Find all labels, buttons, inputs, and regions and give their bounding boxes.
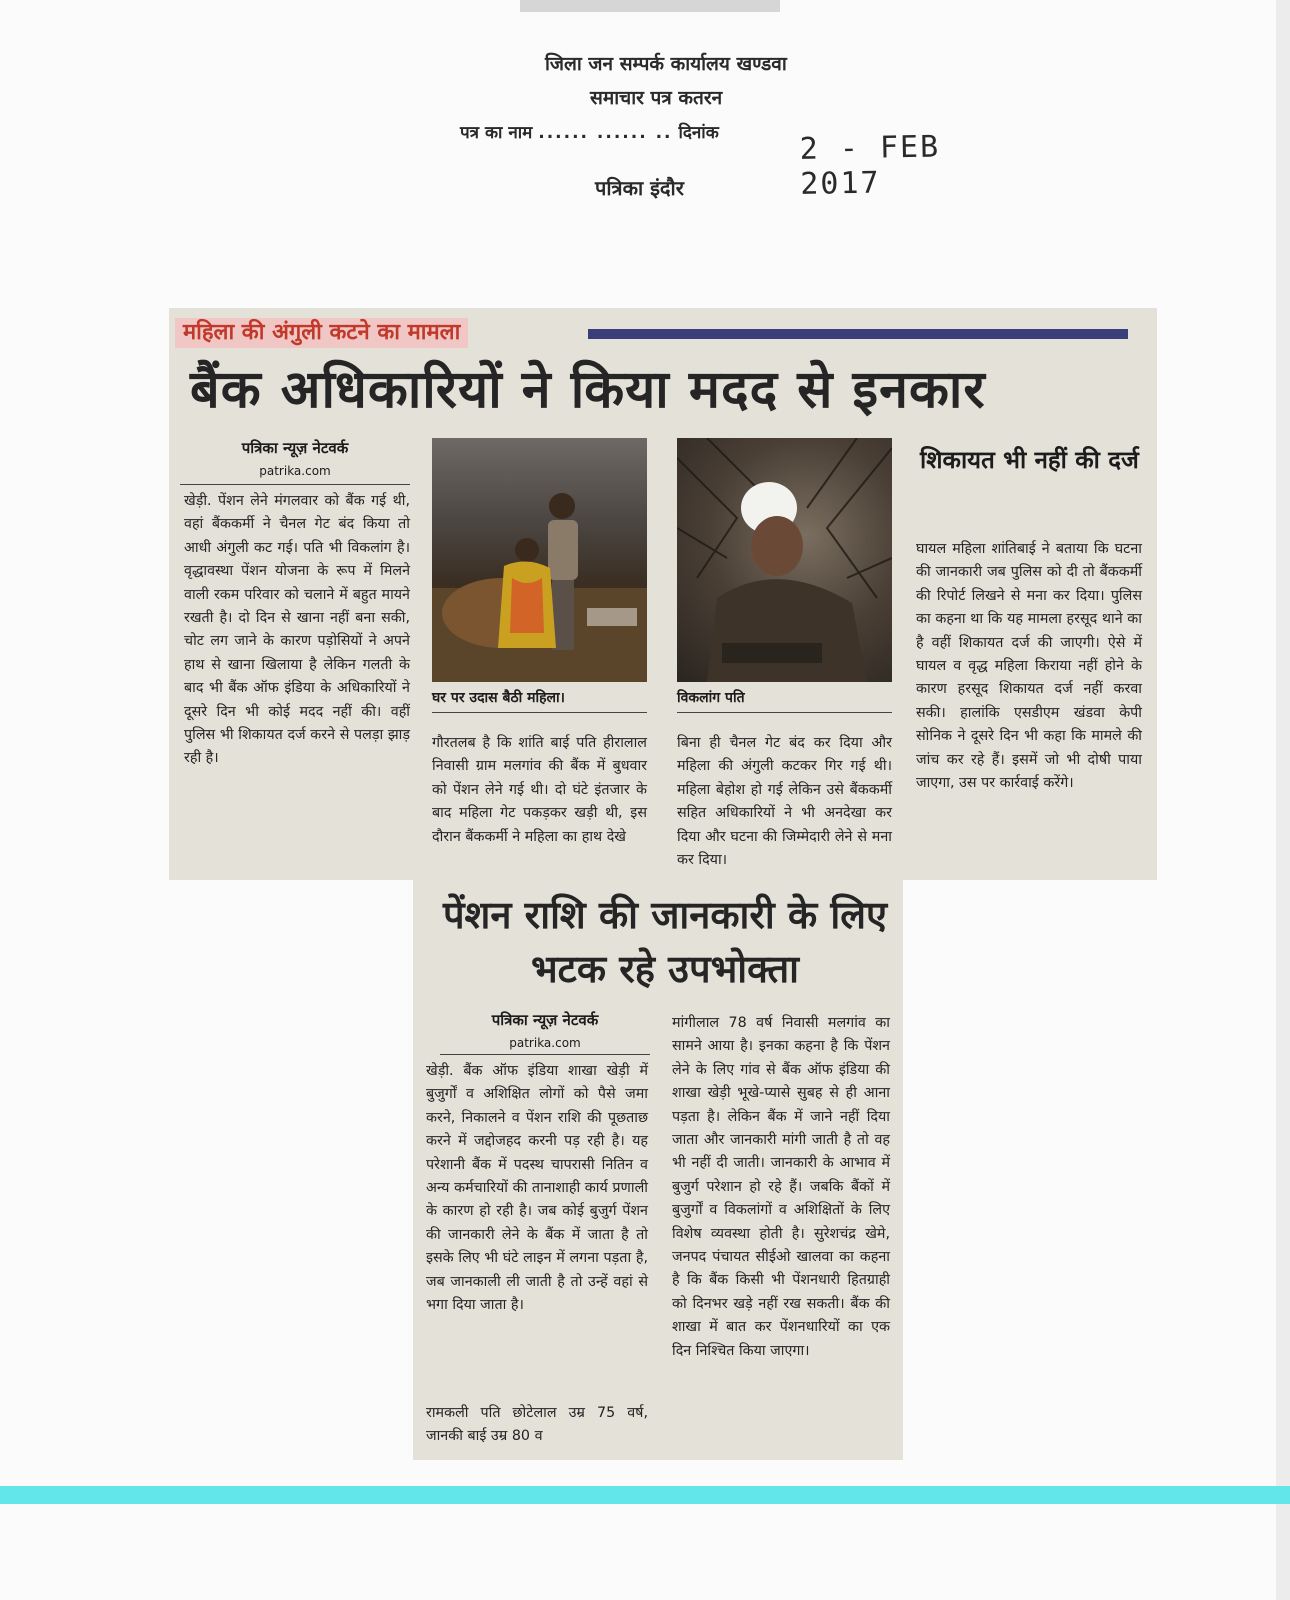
stamp-paper-dots: ...... ...... .. [538, 123, 673, 143]
stamp-date-label: दिनांक [678, 123, 719, 143]
scan-cyan-line [0, 1486, 1290, 1504]
article2-column-1b: रामकली पति छोटेलाल उम्र 75 वर्ष, जानकी बाई उम्र 80 व [426, 1405, 648, 1445]
photo-woman-image [432, 438, 647, 682]
article2-byline: पत्रिका न्यूज़ नेटवर्क [491, 1011, 599, 1029]
stamp-paper-label: पत्र का नाम [460, 123, 533, 143]
photo1-caption-rule [432, 712, 647, 713]
article1-column-4: घायल महिला शांतिबाई ने बताया कि घटना की जानकारी जब पुलिस को दी तो बैंककर्मी की रिपोर्ट लिखने से मना कर दिया। पुलिस का कहना था कि यह मामला हरसूद थाने का है वहीं शिकायत दर्ज की जाएगी। ऐसे में घायल व वृद्ध महिला किराया नहीं होने के कारण हरसूद शिकायत दर्ज नहीं करवा सकी। हालांकि एसडीएम खंडवा केपी सोनिक ने दूसरे दिन भी कहा कि मामले की जांच कर रहे हैं। इसमें जो भी दोषी पाया जाएगा, उस पर कार्रवाई करेंगे। [916, 541, 1142, 792]
article1-column-2: गौरतलब है कि शांति बाई पति हीरालाल निवासी ग्राम मलगांव की बैंक में बुधवार को पेंशन लेने गई थी। दो घंटे इंतजार के बाद महिला गेट पकड़कर खड़ी थी, इस दौरान बैंककर्मी ने महिला का हाथ देखे [432, 735, 647, 845]
article2-column-1: खेड़ी. बैंक ऑफ इंडिया शाखा खेड़ी में बुजुर्गों व अशिक्षित लोगों को पैसे जमा करने, निकालने व पेंशन राशि की पूछताछ करने में जद्दोजहद करनी पड़ रही है। यह परेशानी बैंक में पदस्थ चापरासी नितिन व अन्य कर्मचारियों की तानाशाही कार्य प्रणाली के कारण हो रही है। जब कोई बुजुर्ग पेंशन की जानकारी लेने के बैंक में जाता है तो इसके लिए भी घंटे लाइन में लगना पड़ता है, जब जानकाली ली जाती है तो उन्हें वहां से भगा दिया जाता है। [426, 1063, 648, 1314]
article2-byline-rule [440, 1054, 650, 1055]
article1-column-1: खेड़ी. पेंशन लेने मंगलवार को बैंक गई थी, वहां बैंककर्मी ने चैनल गेट बंद किया तो आधी अंगुली कट गई। पति भी विकलांग है। वृद्धावस्था पेंशन योजना के रूप में मिलने वाली रकम परिवार को चलाने में बहुत मायने रखती है। दो दिन से खाना नहीं बना सकी, चोट लग जाने के कारण पड़ोसियों ने अपने हाथ से खाना खिलाया है लेकिन गलती के बाद भी बैंक ऑफ इंडिया के अधिकारियों ने दूसरे दिन भी कोई मदद नहीं की। वहीं पुलिस भी शिकायत दर्ज करने से पलड़ा झाड़ रही है। [184, 493, 410, 767]
photo-disabled-husband [677, 438, 892, 682]
photo-woman-at-home [432, 438, 647, 682]
article1-kicker: महिला की अंगुली कटने का मामला [175, 318, 468, 348]
scan-top-strip [520, 0, 780, 12]
article2-column-2: मांगीलाल 78 वर्ष निवासी मलगांव का सामने आया है। इनका कहना है कि पेंशन लेने के लिए गांव से बैंक ऑफ इंडिया की शाखा खेड़ी भूखे-प्यासे सुबह से ही आना पड़ता है। लेकिन बैंक में जाने नहीं दिया जाता और जानकारी मांगी जाती है तो वह भी नहीं दी जाती। जानकारी के आभाव में बुजुर्ग परेशान हो रहे हैं। जबकि बैंकों में बुजुर्गों व विकलांगों व अशिक्षितों के लिए विशेष व्यवस्था होती है। सुरेशचंद्र खेमे, जनपद पंचायत सीईओ खालवा का कहना है कि बैंक किसी भी पेंशनधारी हितग्राही को दिनभर खड़े नहीं रख सकती। बैंक की शाखा में बात कर पेंशनधारियों का एक दिन निश्चित किया जाएगा। [672, 1015, 890, 1359]
scan-right-edge [1276, 0, 1290, 1600]
photo2-caption: विकलांग पति [677, 690, 745, 706]
article1-site: patrika.com [259, 464, 331, 478]
office-stamp [420, 50, 1020, 210]
stamp-clipping: समाचार पत्र कतरन [590, 87, 723, 109]
article1-byline-rule [180, 484, 410, 485]
photo2-caption-rule [677, 712, 892, 713]
photo1-caption: घर पर उदास बैठी महिला। [432, 690, 565, 706]
article2-site: patrika.com [509, 1036, 581, 1050]
stamp-date: 2 - FEB 2017 [799, 129, 941, 202]
article2-headline: पेंशन राशि की जानकारी के लिए भटक रहे उपभोक्ता [442, 893, 888, 991]
article1-headline: बैंक अधिकारियों ने किया मदद से इनकार [190, 360, 986, 420]
article1-column-3: बिना ही चैनल गेट बंद कर दिया और महिला की अंगुली कटकर गिर गई थी। महिला बेहोश हो गई लेकिन उसे बैंककर्मी सहित अधिकारियों ने भी अनदेखा कर दिया और घटना की जिम्मेदारी लेने से मना कर दिया। [677, 735, 892, 869]
photo-husband-image [677, 438, 892, 682]
stamp-office: जिला जन सम्पर्क कार्यालय खण्डवा [545, 53, 787, 75]
article1-kicker-bar [588, 329, 1128, 339]
article1-byline: पत्रिका न्यूज़ नेटवर्क [241, 439, 349, 457]
stamp-paper-name: पत्रिका इंदौर [595, 176, 684, 200]
article1-side-heading: शिकायत भी नहीं की दर्ज [920, 446, 1139, 474]
stamp-paper-line [460, 120, 719, 143]
